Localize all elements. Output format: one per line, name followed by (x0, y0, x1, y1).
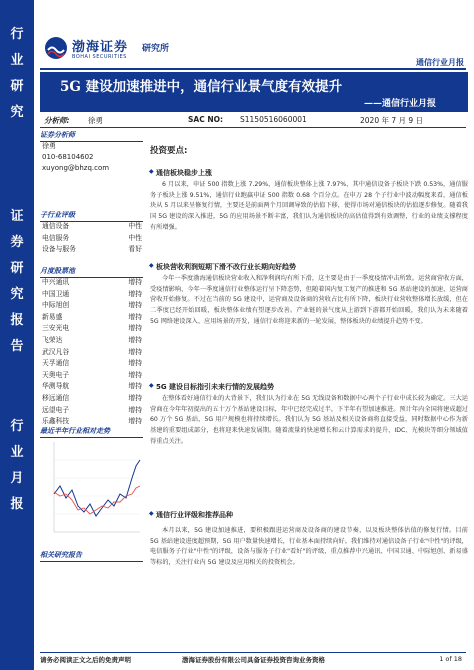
stock-row-rating: 增持 (128, 336, 142, 344)
stock-row-name: 天孚通信 (42, 359, 70, 368)
key-points-heading: 投资要点: (150, 146, 188, 156)
strip-char: 券 (10, 235, 24, 250)
analyst-label: 分析师: (44, 116, 70, 125)
strip-char: 研 (10, 79, 24, 94)
rating-row-name: 电信服务 (42, 233, 70, 242)
strip-char: 报 (10, 497, 24, 512)
strip-char: 行 (10, 27, 24, 42)
stock-row-name: 乐鑫科技 (42, 417, 70, 426)
stock-row-rating: 增持 (128, 405, 142, 414)
logo-english-name: BOHAI SECURITIES (72, 54, 127, 60)
bohai-logo-icon (44, 36, 68, 60)
strip-char: 业 (10, 445, 24, 460)
analyst-phone: 010-68104602 (42, 153, 94, 161)
section-heading-revenue: ◆ 板块营收利润短期下滑不改行业长期向好趋势 (156, 262, 296, 272)
index-trend-line (54, 486, 140, 514)
stock-row-name: 华测导航 (42, 382, 70, 391)
report-meta (40, 113, 468, 126)
stock-row-name: 移远通信 (42, 394, 70, 402)
stock-row-rating: 增持 (128, 289, 142, 298)
left-color-strip (0, 0, 34, 670)
strip-char: 报 (10, 313, 24, 328)
stock-row-rating: 增持 (128, 417, 142, 426)
industry-trend-line (54, 460, 140, 516)
stock-row-name: 远望电子 (42, 405, 70, 414)
logo-institute: 研究所 (142, 44, 170, 54)
sac-label: SAC NO: (188, 115, 223, 124)
analyst-contact-name: 徐勇 (42, 142, 56, 150)
strip-label-monthly-report (0, 418, 34, 522)
section-text-5g: 在整体看好通信行业的大背景下，我们认为行业在 5G 无线设备和数据中心两个子行业中成长较为确定。三大运营商在今年年初提出的五十万个基站建设目标，年中已经完成过半，下半年有望加速推进。预计年内全国将建成超过 60 万个 5G 基站，5G 用户规模也将持续增长。我们认为 5G 基站及相关设备商将直接受益，同时数据中心作为新基建的重要组成部分，也将迎来快速发展期。随着流量的快速增长和云计算需求的提升，IDC、光模块等细分领域值得重点关注。 (150, 395, 468, 445)
strip-char: 告 (10, 339, 24, 354)
strip-char: 研 (10, 261, 24, 276)
sub-industry-rating-heading: 子行业评级 (40, 210, 143, 222)
report-type: 通信行业月报 (416, 58, 464, 67)
rating-row-name: 设备与服务 (42, 245, 76, 254)
section-heading-5g: ◆ 5G 建设目标指引未来行情的发展趋势 (156, 382, 274, 392)
rating-row-name: 通信设备 (42, 222, 70, 230)
report-subtitle: ——通信行业月报 (363, 99, 436, 109)
stock-row-rating: 增持 (128, 382, 142, 391)
section-heading-market: ◆ 通信板块稳步上涨 (156, 168, 212, 178)
strip-label-industry-research (0, 26, 34, 130)
rating-row-rating: 看好 (128, 245, 142, 254)
stock-row-name: 新易盛 (42, 312, 63, 321)
strip-char: 月 (10, 471, 24, 486)
related-reports-heading: 相关研究报告 (40, 550, 143, 562)
section-text-revenue: 今年一季度渤海通信板块营业收入和净利润均有所下滑，这主要是由于一季度疫情冲击所致。运营商营收方面，受疫情影响，今年一季度通信行业整体运行呈下降态势，但随着国内复工复产的推进和 5G 基站建设的加速，运营商营收开始修复。不过在当前的 5G 建设中，运营商及设备商的营收占比有所下降，板块行业营收整体增长放缓，但在二季度已经开始回暖，板块整体业绩有望逐步改善。产业链的景气度从上游到下游都开始回暖，我们认为未来随着 5G 网络建设深入、应用场景的开发，通信行业将迎来新的一轮发展，整体板块的业绩提升趋势不变。 (150, 275, 468, 325)
analyst-name: 徐勇 (88, 116, 103, 125)
stock-pool-heading: 月度股票池 (40, 266, 143, 278)
stock-row-rating: 增持 (128, 394, 142, 402)
stock-row-name: 中国卫通 (42, 289, 70, 298)
stock-row-name: 中际旭创 (42, 301, 70, 310)
rating-row-rating: 中性 (128, 233, 142, 242)
analyst-email[interactable]: xuyong@bhzq.com (42, 164, 110, 172)
stock-row-rating: 增持 (128, 312, 142, 321)
stock-row-rating: 增持 (128, 359, 142, 368)
footer-divider (40, 652, 466, 653)
strip-char: 业 (10, 53, 24, 68)
strip-char: 究 (10, 105, 24, 120)
stock-row-name: 武汉凡谷 (42, 347, 70, 356)
stock-row-name: 三安光电 (42, 324, 70, 333)
sac-number: S1150516060001 (240, 115, 307, 124)
analyst-contact-heading: 证券分析师 (40, 130, 143, 142)
strip-char: 证 (10, 209, 24, 224)
title-banner (40, 72, 468, 112)
strip-char: 究 (10, 287, 24, 302)
logo-chinese-name: 渤海证券 (72, 40, 129, 55)
stock-row-name: 天奥电子 (42, 370, 70, 379)
section-heading-rating: ◆ 通信行业评级和推荐品种 (156, 510, 233, 520)
relative-trend-chart (40, 436, 143, 544)
disclaimer-notice: 请务必阅读正文之后的免责声明 (40, 656, 131, 664)
strip-char: 行 (10, 419, 24, 434)
company-qualification: 渤海证券股份有限公司具备证券投资咨询业务资格 (182, 656, 325, 664)
stock-row-rating: 增持 (128, 370, 142, 379)
header-divider (40, 68, 466, 70)
relative-trend-heading: 最近半年行业相对走势 (40, 426, 143, 438)
stock-row-rating: 增持 (128, 324, 142, 333)
section-text-market: 6 月以来，申证 500 指数上涨 7.29%，通信板块整体上涨 7.97%，其中通信设备子板块下跌 0.53%，通信服务子板块上涨 9.51%，通信行业跑赢申证 500 指数 0.68 个百分点。在申万 28 个子行业中波动幅度来看，通信板块从 5 月以来呈修复行情，主要还是前面两个月回调导致的估值下移，使得市场对通信板块的估值逐步修复。随着我国 5G 建设的深入推进，5G 的应用场景不断丰富，我们认为通信板块的高估值得到有效调整，行业的业绩支撑程度有所增强。 (150, 181, 468, 231)
report-date: 2020 年 7 月 9 日 (360, 116, 424, 125)
strip-label-securities-report (0, 208, 34, 364)
stock-row-rating: 增持 (128, 347, 142, 356)
page-number: 1 of 18 (439, 655, 462, 663)
report-title: 5G 建设加速推进中，通信行业景气度有效提升 (60, 79, 343, 95)
rating-row-rating: 中性 (128, 222, 142, 230)
stock-row-rating: 增持 (128, 301, 142, 310)
meta-divider (40, 127, 466, 128)
stock-row-name: 飞荣达 (42, 336, 63, 344)
section-text-rating: 本月以来，5G 建设加速推进，要积极跟进运营商及设备商的建设节奏，以及板块整体估值的修复行情。目前 5G 基站建设进度超预期，5G 用户数量快速增长，行业基本面持续向好。我们维持对通信设备子行业"中性"的评级，电信服务子行业"中性"的评级，设备与服务子行业"看好"的评级，重点推荐中兴通讯、中国卫通、中际旭创、新易盛等标的，关注行业内 5G 建设及应用相关的投资机会。 (150, 527, 468, 567)
stock-row-name: 中兴通讯 (42, 278, 70, 286)
company-logo (44, 34, 174, 68)
stock-row-rating: 增持 (128, 278, 142, 286)
